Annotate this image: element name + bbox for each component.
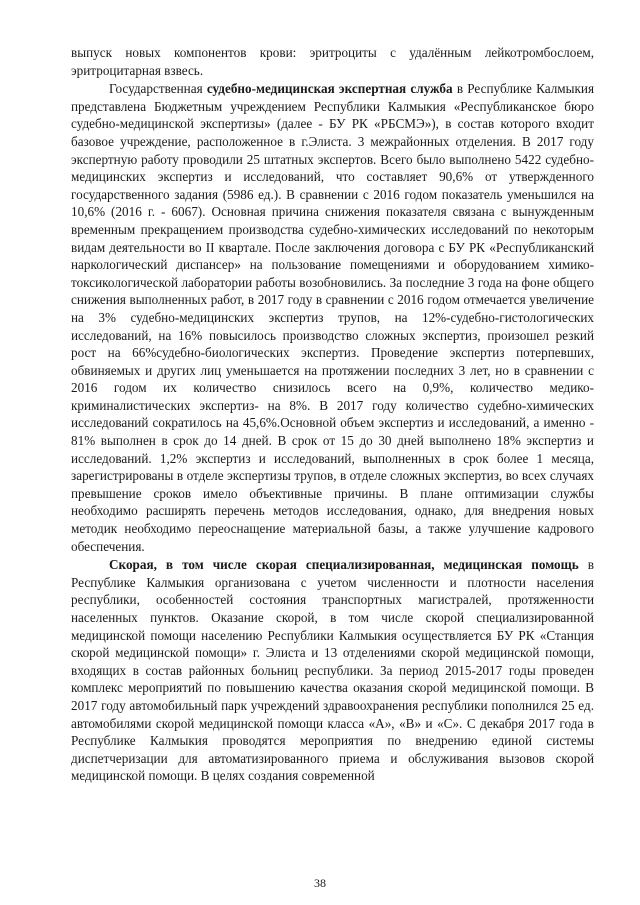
paragraph-blood-components [71,44,594,79]
paragraph-text: в Республике Калмыкия организована с учетом численности и плотности населения республики, особенностей состояния транспортных магистралей, протяженности населенных пунктов. Оказание скорой, в том числе скорой специализированной медицинской помощи населению Республики Калмыкия осуществляется БУ РК «Станция скорой медицинской помощи» г. Элиста и 13 отделениями скорой медицинской помощи, входящих в состав районных больниц республики. За период 2015-2017 годы проведен комплекс мероприятий по повышению качества оказания скорой медицинской помощи. В 2017 году автомобильный парк учреждений здравоохранения республики пополнился 25 ед. автомобилями скорой медицинской помощи класса «А», «В» и «С». С декабря 2017 года в Республике Калмыкия проводятся мероприятия по внедрению единой системы диспетчеризации для автоматизированного приема и обслуживания вызовов скорой медицинской помощи. В целях создания современной [71,557,594,784]
paragraph-text: выпуск новых компонентов крови: эритроциты с удалённым лейкотромбослоем, эритроцитарная взвесь. [71,45,594,78]
paragraph-lead-prefix: Государственная [109,81,207,97]
page-number: 38 [314,876,326,890]
paragraph-text: в Республике Калмыкия представлена Бюджетным учреждением Республики Калмыкия «Республиканское бюро судебно-медицинской экспертизы» (далее - БУ РК «РБСМЭ»), в состав которого входит базовое учреждение, расположенное в г.Элиста. 3 межрайонных отделения. В 2017 году экспертную работу проводили 25 штатных экспертов. Всего было выполнено 5422 судебно-медицинских экспертиз и исследований, что составляет 90,6% от утвержденного государственного задания (5986 ед.). В сравнении с 2016 годом показатель уменьшился на 10,6% (2016 г. - 6067). Основная причина снижения показателя связана с вынужденным временным прекращением производства судебно-химических исследований по некоторым видам деятельности во II квартале. После заключения договора с БУ РК «Республиканский наркологический диспансер» на пользование помещениями и оборудованием химико-токсикологической лаборатории работы возобновились. За последние 3 года на фоне общего снижения выполненных работ, в 2017 году в сравнении с 2016 годом отмечается увеличение на 3% судебно-медицинских экспертиз трупов, на 12%-судебно-гистологических исследований, на 16% повысилось производство сложных экспертиз, произошел резкий рост на 66%судебно-биологических экспертиз. Проведение экспертиз потерпевших, обвиняемых и других лиц уменьшается на протяжении последних 3 лет, но в сравнении с 2016 годом их количество снизилось всего на 0,9%, количество медико-криминалистических экспертиз- на 8%. В 2017 году количество судебно-химических исследований сократилось на 45,6%.Основной объем экспертиз и исследований, а именно - 81% выполнен в срок до 14 дней. В срок от 15 до 30 дней выполнено 18% экспертиз и исследований. 1,2% экспертиз и исследований, выполненных в срок более 1 месяца, зарегистрированы в отделе экспертизы трупов, в отделе сложных экспертиз, во всех случаях превышение сроков имело объективные причины. В плане оптимизации службы необходимо расширять перечень методов исследования, однако, для внедрения новых методик необходимо переоснащение материальной базы, а также улучшение кадрового обеспечения. [71,81,595,554]
paragraph-forensic-service [71,80,594,555]
section-heading-forensic: судебно-медицинская экспертная служба [206,81,453,97]
paragraph-emergency-care [71,556,594,785]
section-heading-emergency: Скорая, в том числе скорая специализированная, медицинская помощь [109,557,579,573]
